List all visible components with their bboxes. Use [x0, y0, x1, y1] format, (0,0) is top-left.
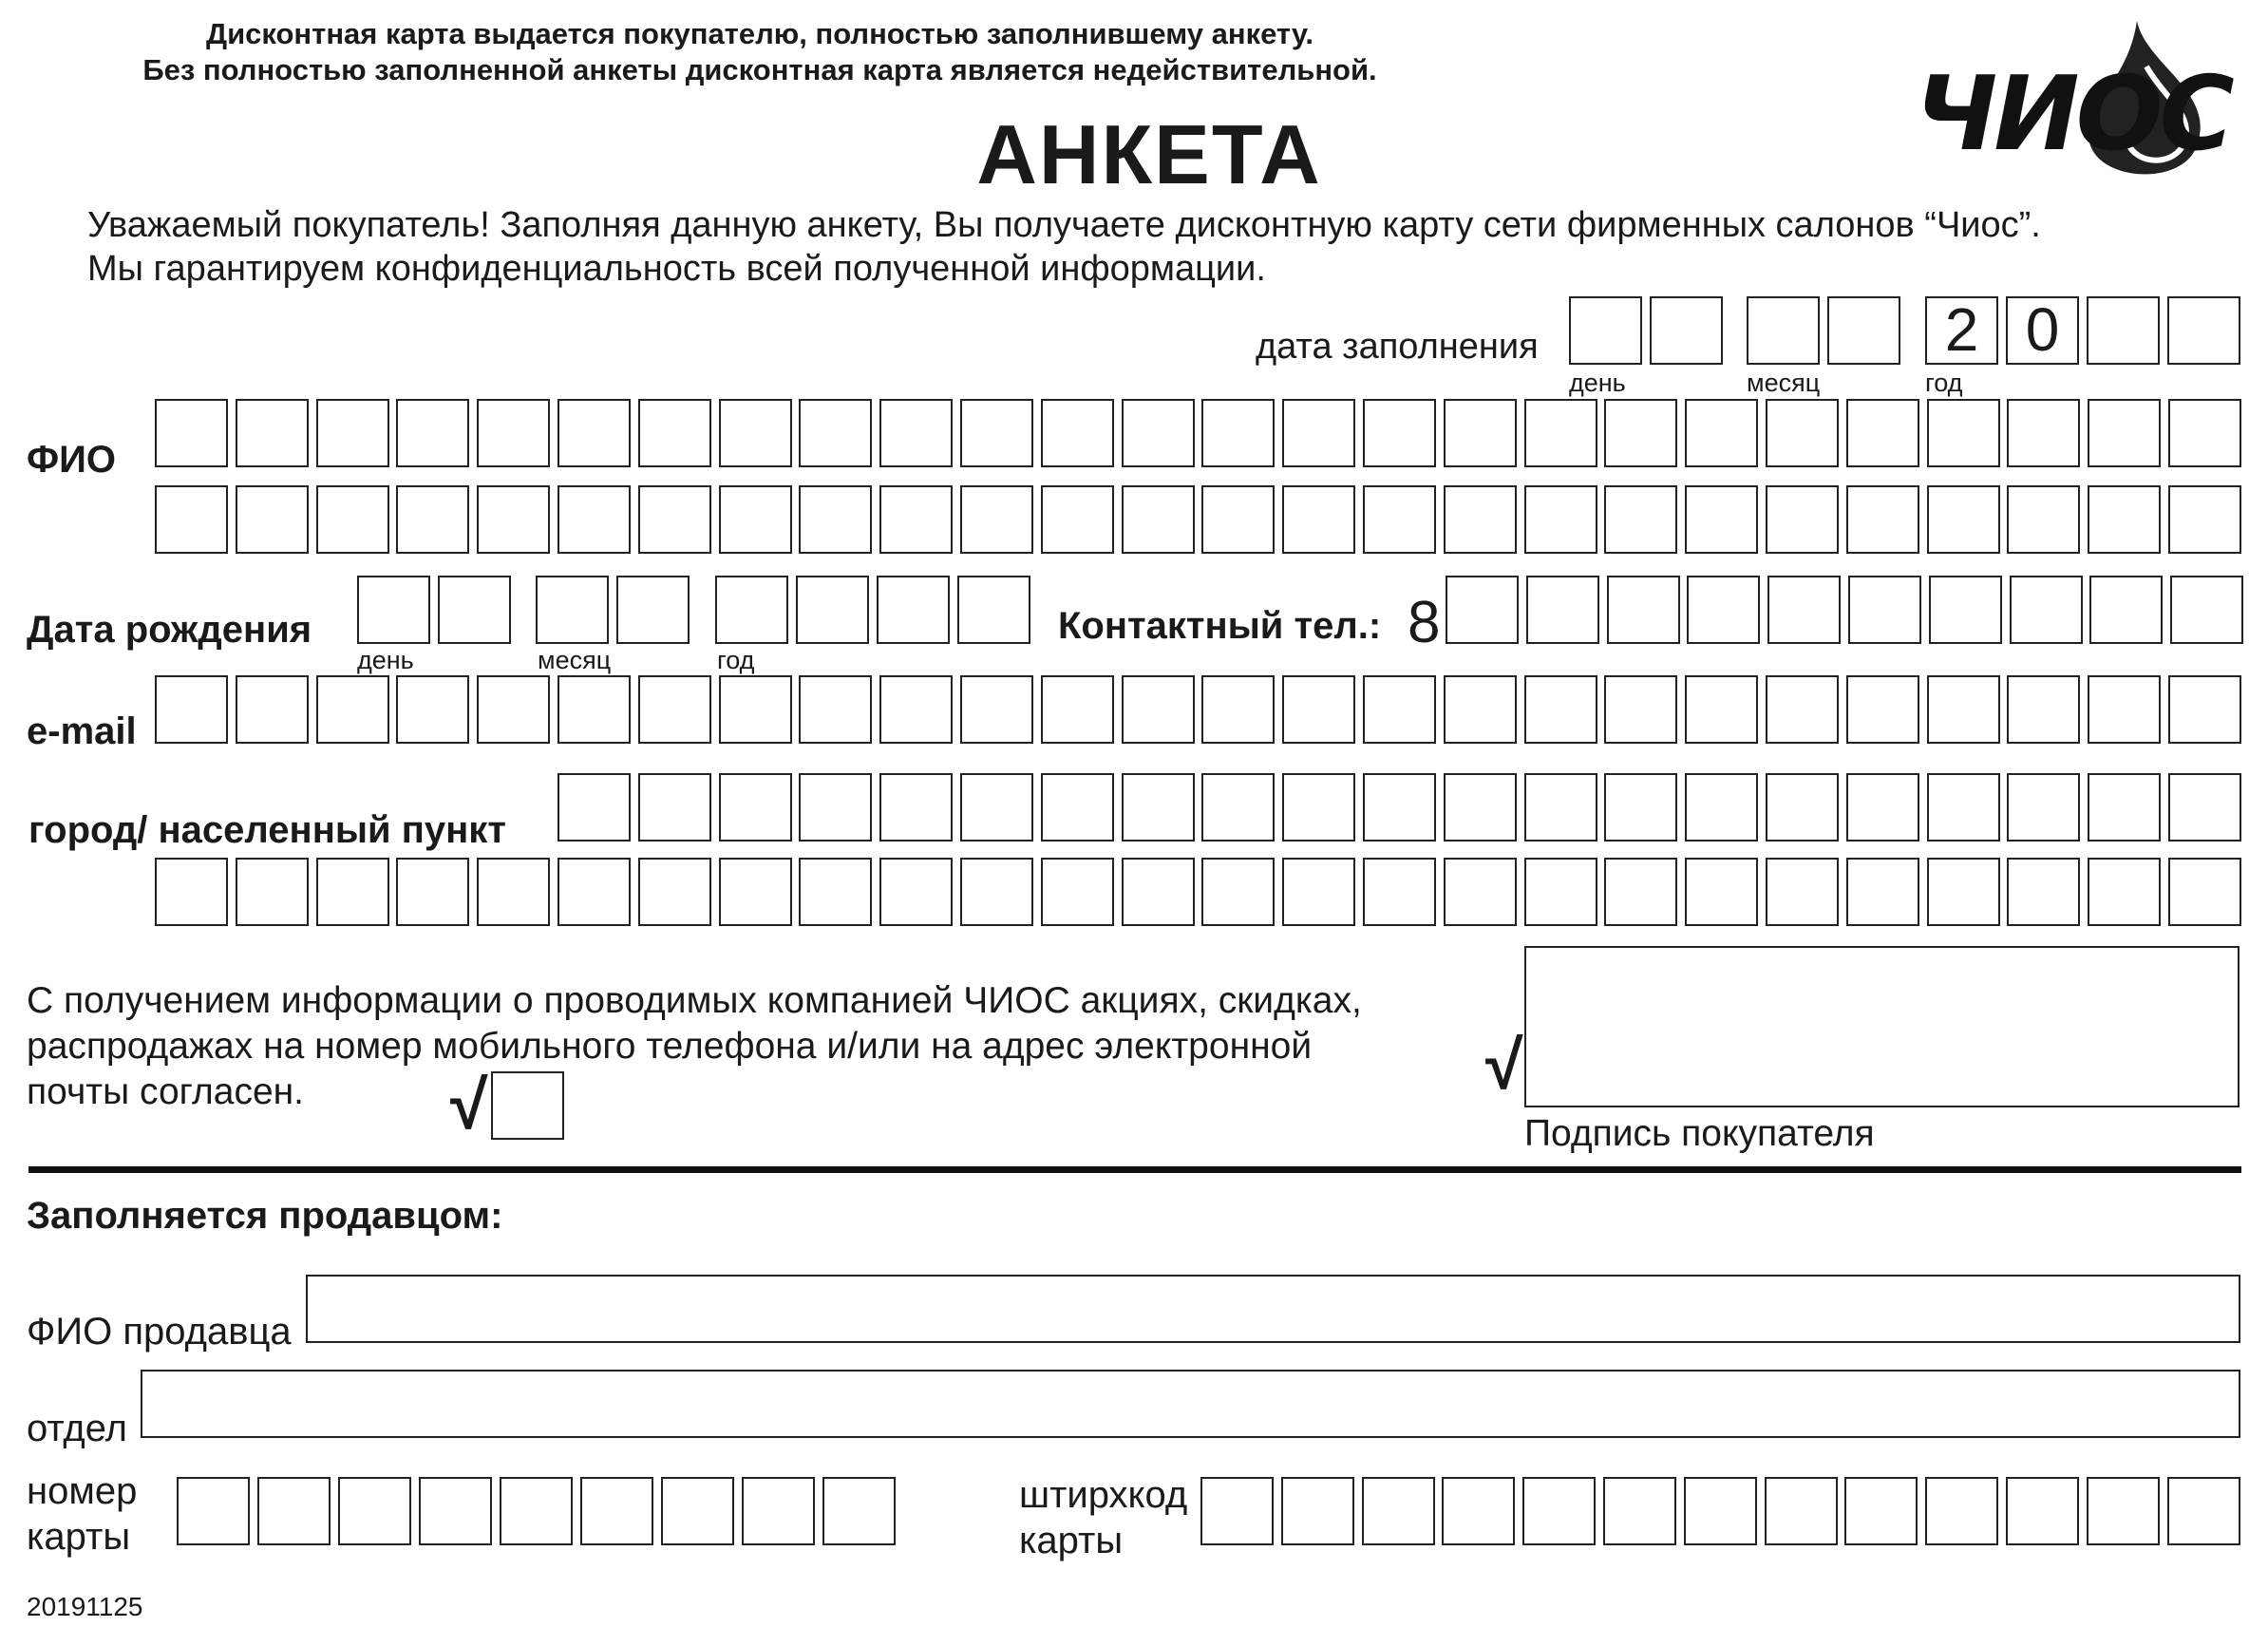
email-label: e-mail	[27, 710, 137, 752]
char-cell[interactable]	[2006, 1477, 2079, 1545]
date-cell[interactable]	[1747, 296, 1820, 365]
char-cell[interactable]	[1927, 858, 2000, 926]
char-cell[interactable]	[1444, 399, 1517, 467]
char-cell[interactable]	[338, 1477, 411, 1545]
consent-line-1: С получением информации о проводимых компанией ЧИОС акциях, скидках,	[27, 980, 1362, 1021]
section-divider	[28, 1166, 2241, 1173]
intro-line-2: Мы гарантируем конфиденциальность всей полученной информации.	[87, 249, 1266, 289]
char-cell[interactable]	[799, 773, 872, 842]
char-cell[interactable]	[419, 1477, 492, 1545]
char-cell[interactable]	[638, 858, 711, 926]
char-cell[interactable]	[477, 485, 550, 554]
char-cell[interactable]	[2007, 399, 2080, 467]
consent-checkbox[interactable]	[491, 1071, 564, 1140]
char-cell[interactable]	[799, 485, 872, 554]
char-cell[interactable]	[1363, 773, 1436, 842]
date-cell[interactable]	[2167, 296, 2240, 365]
char-cell[interactable]	[1444, 675, 1517, 744]
signature-check-mark: √	[1485, 1028, 1523, 1104]
char-cell[interactable]	[1766, 858, 1839, 926]
date-cell[interactable]	[2087, 296, 2160, 365]
char-cell[interactable]	[960, 485, 1033, 554]
char-cell[interactable]	[719, 399, 792, 467]
char-cell[interactable]	[1201, 485, 1275, 554]
char-cell[interactable]	[236, 675, 309, 744]
fill-month-caption: месяц	[1747, 369, 1821, 397]
char-cell[interactable]	[638, 675, 711, 744]
char-cell[interactable]	[2168, 399, 2241, 467]
char-cell[interactable]	[1446, 576, 1519, 644]
year-digit-0: 0	[2025, 295, 2060, 364]
char-cell[interactable]	[1604, 773, 1677, 842]
date-cell[interactable]	[796, 576, 869, 644]
seller-section-title: Заполняется продавцом:	[27, 1195, 503, 1237]
char-cell[interactable]	[1282, 399, 1355, 467]
signature-box[interactable]	[1524, 946, 2240, 1107]
char-cell[interactable]	[1687, 576, 1760, 644]
char-cell[interactable]	[396, 485, 469, 554]
char-cell[interactable]	[719, 773, 792, 842]
char-cell[interactable]	[1522, 1477, 1596, 1545]
notice-line-1: Дисконтная карта выдается покупателю, полностью заполнившему анкету.	[205, 17, 1314, 50]
char-cell[interactable]	[1604, 675, 1677, 744]
fio-label: ФИО	[27, 439, 117, 481]
date-cell[interactable]	[536, 576, 609, 644]
char-cell[interactable]	[155, 399, 228, 467]
char-cell[interactable]	[2170, 576, 2243, 644]
char-cell[interactable]	[1041, 773, 1114, 842]
char-cell[interactable]	[1925, 1477, 1998, 1545]
char-cell[interactable]	[1766, 773, 1839, 842]
card-number-label-2: карты	[27, 1516, 131, 1558]
char-cell[interactable]	[1846, 399, 1919, 467]
char-cell[interactable]	[1122, 773, 1195, 842]
char-cell[interactable]	[1607, 576, 1680, 644]
char-cell[interactable]	[1041, 675, 1114, 744]
char-cell[interactable]	[236, 858, 309, 926]
fill-day-caption: день	[1569, 369, 1626, 397]
char-cell[interactable]	[2007, 675, 2080, 744]
char-cell[interactable]	[2007, 773, 2080, 842]
chios-logo	[1909, 9, 2251, 180]
year-digit-2: 2	[1944, 295, 1979, 364]
char-cell[interactable]	[1201, 399, 1275, 467]
char-cell[interactable]	[1685, 485, 1758, 554]
char-cell[interactable]	[396, 675, 469, 744]
char-cell[interactable]	[1685, 773, 1758, 842]
char-cell[interactable]	[1122, 675, 1195, 744]
char-cell[interactable]	[1685, 675, 1758, 744]
char-cell[interactable]	[638, 773, 711, 842]
char-cell[interactable]	[1848, 576, 1921, 644]
char-cell[interactable]	[1041, 399, 1114, 467]
fill-year-caption: год	[1925, 369, 1963, 397]
char-cell[interactable]	[2168, 485, 2241, 554]
city-label: город/ населенный пункт	[28, 809, 506, 851]
barcode-label-2: карты	[1019, 1520, 1124, 1561]
char-cell[interactable]	[1684, 1477, 1757, 1545]
char-cell[interactable]	[1929, 576, 2002, 644]
char-cell[interactable]	[879, 773, 953, 842]
char-cell[interactable]	[155, 485, 228, 554]
char-cell[interactable]	[558, 773, 631, 842]
card-number-label-1: номер	[27, 1470, 138, 1512]
char-cell[interactable]	[2087, 1477, 2160, 1545]
char-cell[interactable]	[719, 485, 792, 554]
char-cell[interactable]	[1846, 858, 1919, 926]
char-cell[interactable]	[500, 1477, 573, 1545]
char-cell[interactable]	[960, 858, 1033, 926]
char-cell[interactable]	[236, 485, 309, 554]
char-cell[interactable]	[316, 858, 389, 926]
char-cell[interactable]	[1685, 399, 1758, 467]
char-cell[interactable]	[1122, 858, 1195, 926]
char-cell[interactable]	[719, 675, 792, 744]
birth-day-caption: день	[357, 646, 414, 674]
char-cell[interactable]	[1444, 485, 1517, 554]
char-cell[interactable]	[1363, 399, 1436, 467]
char-cell[interactable]	[1685, 858, 1758, 926]
char-cell[interactable]	[1122, 399, 1195, 467]
char-cell[interactable]	[879, 485, 953, 554]
char-cell[interactable]	[1122, 485, 1195, 554]
char-cell[interactable]	[1767, 576, 1841, 644]
char-cell[interactable]	[1524, 858, 1597, 926]
char-cell[interactable]	[1766, 485, 1839, 554]
date-cell[interactable]	[877, 576, 950, 644]
char-cell[interactable]	[1846, 485, 1919, 554]
char-cell[interactable]	[257, 1477, 331, 1545]
char-cell[interactable]	[742, 1477, 815, 1545]
char-cell[interactable]	[638, 485, 711, 554]
char-cell[interactable]	[316, 485, 389, 554]
char-cell[interactable]	[719, 858, 792, 926]
char-cell[interactable]	[1201, 773, 1275, 842]
char-cell[interactable]	[1844, 1477, 1918, 1545]
char-cell[interactable]	[2088, 399, 2161, 467]
consent-line-3: почты согласен.	[27, 1071, 305, 1112]
char-cell[interactable]	[177, 1477, 250, 1545]
date-cell[interactable]	[715, 576, 788, 644]
char-cell[interactable]	[1604, 485, 1677, 554]
consent-check-mark: √	[450, 1068, 488, 1144]
char-cell[interactable]	[477, 675, 550, 744]
char-cell[interactable]	[1282, 485, 1355, 554]
char-cell[interactable]	[1444, 858, 1517, 926]
char-cell[interactable]	[477, 858, 550, 926]
char-cell[interactable]	[1363, 485, 1436, 554]
char-cell[interactable]	[1765, 1477, 1838, 1545]
char-cell[interactable]	[558, 399, 631, 467]
notice-line-2: Без полностью заполненной анкеты дисконтная карта является недействительной.	[142, 53, 1377, 86]
consent-line-2: распродажах на номер мобильного телефона и/или на адрес электронной	[27, 1026, 1313, 1067]
char-cell[interactable]	[558, 485, 631, 554]
char-cell[interactable]	[2088, 485, 2161, 554]
char-cell[interactable]	[2010, 576, 2083, 644]
char-cell[interactable]	[2007, 858, 2080, 926]
char-cell[interactable]	[396, 858, 469, 926]
char-cell[interactable]	[879, 858, 953, 926]
char-cell[interactable]	[799, 399, 872, 467]
char-cell[interactable]	[799, 858, 872, 926]
char-cell[interactable]	[1281, 1477, 1354, 1545]
date-cell[interactable]	[1650, 296, 1723, 365]
date-cell[interactable]	[357, 576, 430, 644]
char-cell[interactable]	[1846, 675, 1919, 744]
intro-line-1: Уважаемый покупатель! Заполняя данную анкету, Вы получаете дисконтную карту сети фирменных салонов “Чиос”.	[87, 205, 2041, 245]
char-cell[interactable]	[1442, 1477, 1515, 1545]
char-cell[interactable]	[1282, 675, 1355, 744]
seller-fio-input[interactable]	[306, 1275, 2240, 1343]
char-cell[interactable]	[2007, 485, 2080, 554]
char-cell[interactable]	[1282, 773, 1355, 842]
char-cell[interactable]	[2167, 1477, 2240, 1545]
page-title: АНКЕТА	[976, 107, 1322, 201]
char-cell[interactable]	[316, 399, 389, 467]
char-cell[interactable]	[960, 773, 1033, 842]
char-cell[interactable]	[558, 675, 631, 744]
char-cell[interactable]	[155, 858, 228, 926]
char-cell[interactable]	[1927, 399, 2000, 467]
date-cell[interactable]	[616, 576, 690, 644]
char-cell[interactable]	[477, 399, 550, 467]
date-cell[interactable]	[957, 576, 1030, 644]
char-cell[interactable]	[1927, 675, 2000, 744]
fill-date-label: дата заполнения	[1256, 327, 1539, 367]
char-cell[interactable]	[2088, 675, 2161, 744]
char-cell[interactable]	[1603, 1477, 1676, 1545]
signature-label: Подпись покупателя	[1524, 1113, 1875, 1154]
char-cell[interactable]	[2089, 576, 2163, 644]
char-cell[interactable]	[316, 675, 389, 744]
birth-date-label: Дата рождения	[27, 609, 312, 651]
char-cell[interactable]	[558, 858, 631, 926]
char-cell[interactable]	[1766, 399, 1839, 467]
char-cell[interactable]	[1846, 773, 1919, 842]
char-cell[interactable]	[1282, 858, 1355, 926]
char-cell[interactable]	[1363, 675, 1436, 744]
char-cell[interactable]	[155, 675, 228, 744]
char-cell[interactable]	[1041, 485, 1114, 554]
char-cell[interactable]	[1524, 675, 1597, 744]
char-cell[interactable]	[580, 1477, 653, 1545]
char-cell[interactable]	[1524, 773, 1597, 842]
char-cell[interactable]	[2168, 675, 2241, 744]
birth-year-caption: год	[717, 646, 755, 674]
char-cell[interactable]	[1201, 858, 1275, 926]
char-cell[interactable]	[638, 399, 711, 467]
char-cell[interactable]	[1201, 675, 1275, 744]
date-cell[interactable]	[438, 576, 511, 644]
char-cell[interactable]	[1927, 773, 2000, 842]
char-cell[interactable]	[879, 399, 953, 467]
phone-label: Контактный тел.:	[1058, 605, 1382, 647]
char-cell[interactable]	[396, 399, 469, 467]
char-cell[interactable]	[2168, 858, 2241, 926]
char-cell[interactable]	[1362, 1477, 1435, 1545]
barcode-label-1: штирхкод	[1019, 1474, 1188, 1516]
seller-fio-label: ФИО продавца	[27, 1311, 292, 1353]
char-cell[interactable]	[1524, 485, 1597, 554]
char-cell[interactable]	[1444, 773, 1517, 842]
char-cell[interactable]	[661, 1477, 734, 1545]
char-cell[interactable]	[2088, 858, 2161, 926]
char-cell[interactable]	[1927, 485, 2000, 554]
char-cell[interactable]	[236, 399, 309, 467]
char-cell[interactable]	[2168, 773, 2241, 842]
char-cell[interactable]	[1766, 675, 1839, 744]
char-cell[interactable]	[2088, 773, 2161, 842]
dept-label: отдел	[27, 1408, 127, 1449]
char-cell[interactable]	[1524, 399, 1597, 467]
char-cell[interactable]	[1363, 858, 1436, 926]
char-cell[interactable]	[1041, 858, 1114, 926]
char-cell[interactable]	[822, 1477, 896, 1545]
phone-prefix: 8	[1408, 590, 1441, 655]
char-cell[interactable]	[1200, 1477, 1274, 1545]
char-cell[interactable]	[1526, 576, 1599, 644]
date-cell[interactable]	[1827, 296, 1900, 365]
dept-input[interactable]	[141, 1370, 2240, 1438]
char-cell[interactable]	[960, 675, 1033, 744]
char-cell[interactable]	[1604, 858, 1677, 926]
form-code: 20191125	[27, 1592, 143, 1621]
logo-text: ЧИОС	[1915, 55, 2231, 174]
birth-month-caption: месяц	[538, 646, 612, 674]
date-cell[interactable]	[1569, 296, 1642, 365]
char-cell[interactable]	[960, 399, 1033, 467]
char-cell[interactable]	[1604, 399, 1677, 467]
char-cell[interactable]	[879, 675, 953, 744]
char-cell[interactable]	[799, 675, 872, 744]
